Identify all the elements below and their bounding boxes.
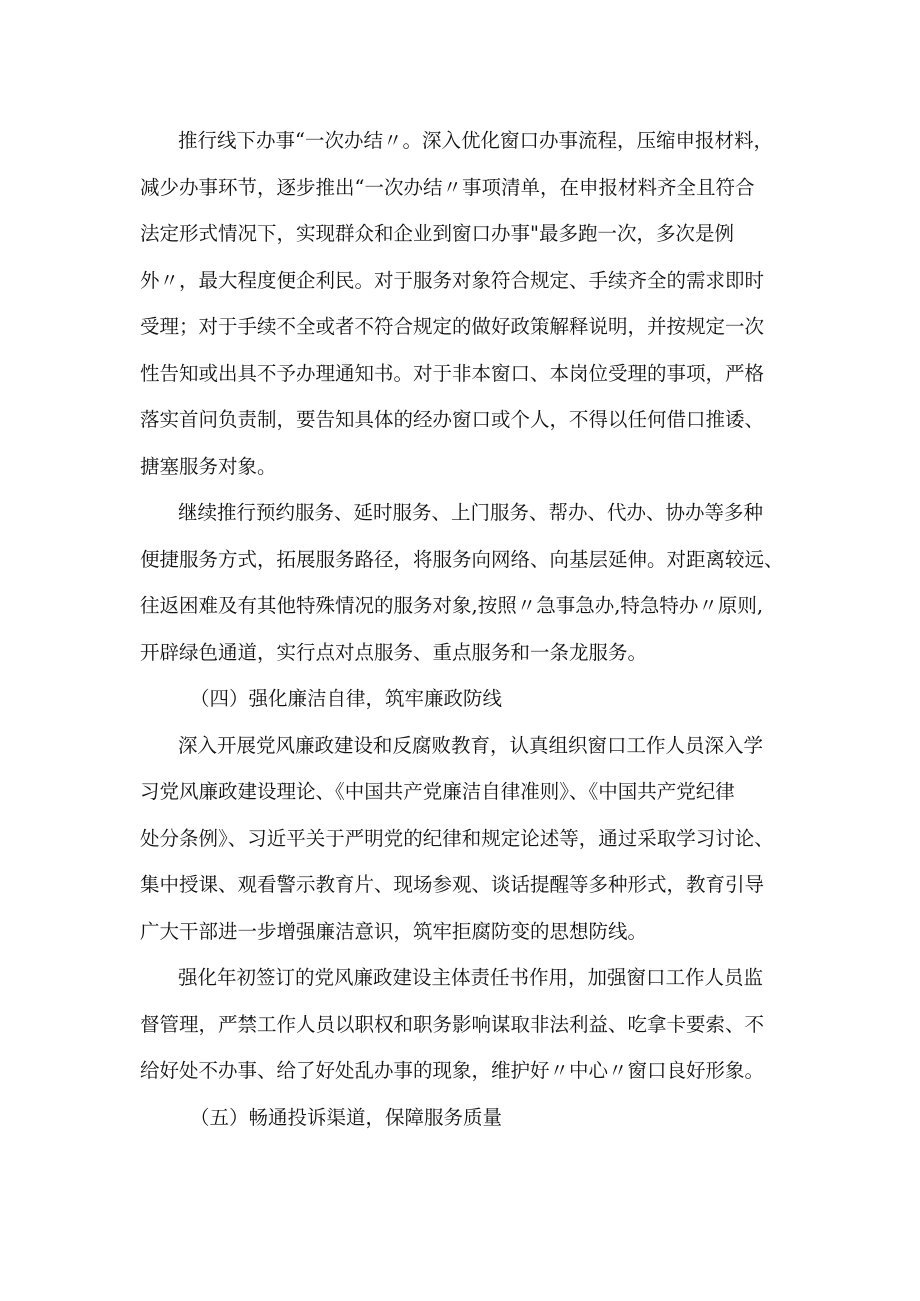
text-line: 受理；对于手续不全或者不符合规定的做好政策解释说明，并按规定一次 (140, 315, 765, 338)
paragraph-convenient-services (140, 490, 790, 676)
text-line: 强化年初签订的党风廉政建设主体责任书作用，加强窗口工作人员监 (178, 966, 764, 989)
text-line: 深入开展党风廉政建设和反腐败教育，认真组织窗口工作人员深入学 (178, 733, 764, 757)
text-line: 习党风廉政建设理论、《中国共产党廉洁自律准则》、《中国共产党纪律 (140, 780, 735, 803)
text-line: 落实首问负责制，要告知具体的经办窗口或个人，不得以任何借口推诿、 (140, 408, 765, 431)
text-line: 往返困难及有其他特殊情况的服务对象,按照〃急事急办,特急特办〃原则, (140, 594, 764, 617)
section-heading-5: （五）畅通投诉渠道，保障服务质量 (190, 1105, 503, 1129)
text-line: 给好处不办事、给了好处乱办事的现象，维护好〃中心〃窗口良好形象。 (140, 1059, 765, 1082)
text-line: 广大干部进一步增强廉洁意识，筑牢拒腐防变的思想防线。 (140, 919, 648, 943)
text-line: 处分条例》、习近平关于严明党的纪律和规定论述等，通过采取学习讨论、 (140, 826, 774, 850)
document-body (140, 118, 790, 1141)
section-heading-4: （四）强化廉洁自律，筑牢廉政防线 (190, 687, 503, 710)
text-line: 外〃，最大程度便企利民。对于服务对象符合规定、手续齐全的需求即时 (140, 268, 765, 292)
text-line: 开辟绿色通道，实行点对点服务、重点服务和一条龙服务。 (140, 640, 648, 664)
text-line: 减少办事环节，逐步推出“一次办结〃事项清单，在申报材料齐全且符合 (140, 175, 755, 199)
text-line: 搪塞服务对象。 (140, 454, 277, 478)
text-line: 推行线下办事“一次办结〃。深入优化窗口办事流程，压缩申报材料， (178, 129, 773, 152)
text-line: 性告知或出具不予办理通知书。对于非本窗口、本岗位受理的事项，严格 (140, 361, 765, 385)
paragraph-one-stop-service (140, 118, 790, 490)
text-line: 集中授课、观看警示教育片、现场参观、谈话提醒等多种形式，教育引导 (140, 873, 765, 896)
text-line: 督管理，严禁工作人员以职权和职务影响谋取非法利益、吃拿卡要索、不 (140, 1012, 765, 1036)
text-line: 便捷服务方式，拓展服务路径，将服务向网络、向基层延伸。对距离较远、 (140, 547, 784, 571)
paragraph-integrity-education (140, 723, 790, 956)
paragraph-responsibility (140, 955, 790, 1095)
text-line: 继续推行预约服务、延时服务、上门服务、帮办、代办、协办等多种 (178, 501, 764, 524)
text-line: 法定形式情况下，实现群众和企业到窗口办事"最多跑一次，多次是例 (140, 222, 734, 245)
